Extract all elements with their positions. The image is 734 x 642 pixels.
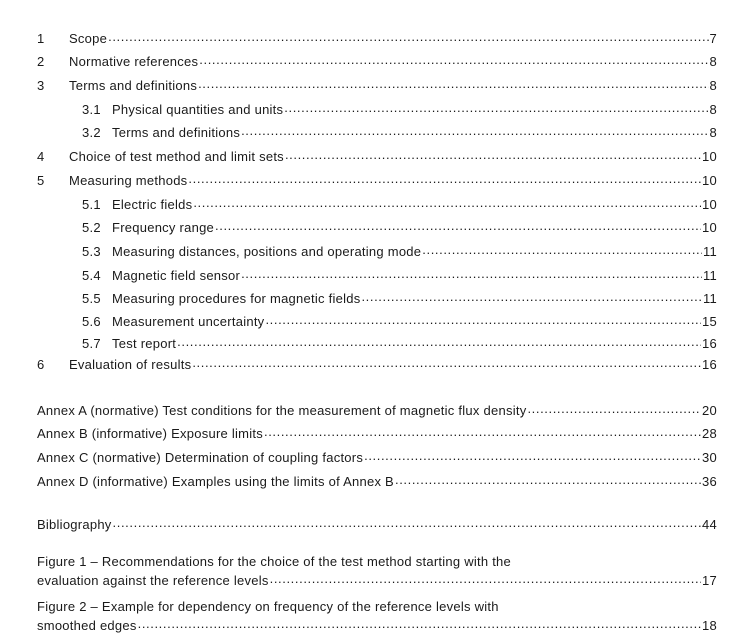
toc-entry-5-7[interactable] xyxy=(82,333,717,351)
toc-title: Frequency range xyxy=(112,220,215,235)
toc-title: Evaluation of results xyxy=(69,357,192,372)
toc-entry-4[interactable] xyxy=(37,146,717,164)
toc-title: Terms and definitions xyxy=(112,125,241,140)
toc-page: 10 xyxy=(702,197,717,212)
dot-leader xyxy=(241,265,702,283)
dot-leader xyxy=(361,288,702,306)
toc-entry-6[interactable] xyxy=(37,354,717,372)
toc-page: 18 xyxy=(702,618,717,633)
toc-number: 5.4 xyxy=(82,268,101,283)
toc-entry-5-3[interactable] xyxy=(82,241,717,259)
dot-leader xyxy=(215,217,701,235)
dot-leader xyxy=(113,514,701,532)
toc-title: evaluation against the reference levels xyxy=(37,573,269,588)
toc-title: Test report xyxy=(112,336,177,351)
toc-page: 11 xyxy=(703,244,717,259)
dot-leader xyxy=(177,333,701,351)
toc-entry-5-2[interactable] xyxy=(82,217,717,235)
toc-page: 11 xyxy=(703,268,717,283)
dot-leader xyxy=(138,615,701,633)
toc-page: 16 xyxy=(702,336,717,351)
toc-entry-5-4[interactable] xyxy=(82,265,717,283)
toc-entry-1[interactable] xyxy=(37,28,717,46)
dot-leader xyxy=(395,471,701,489)
toc-number: 5.5 xyxy=(82,291,101,306)
dot-leader xyxy=(422,241,702,259)
toc-title: smoothed edges xyxy=(37,618,137,633)
toc-entry-2[interactable] xyxy=(37,51,717,69)
dot-leader xyxy=(265,311,701,329)
toc-page: 8 xyxy=(709,102,717,117)
toc-title: Measuring methods xyxy=(69,173,188,188)
toc-entry-5-1[interactable] xyxy=(82,194,717,212)
toc-page: 8 xyxy=(709,125,717,140)
dot-leader xyxy=(284,99,708,117)
toc-title: Bibliography xyxy=(37,517,112,532)
toc-figure-1-line1[interactable]: Figure 1 – Recommendations for the choice of the test method starting with the xyxy=(37,554,512,569)
toc-title: Electric fields xyxy=(112,197,193,212)
dot-leader xyxy=(364,447,701,465)
toc-page: 11 xyxy=(703,291,717,306)
toc-annex-d[interactable] xyxy=(37,471,717,489)
toc-number: 5.2 xyxy=(82,220,101,235)
toc-title: Measuring procedures for magnetic fields xyxy=(112,291,361,306)
toc-title: Annex D (informative) Examples using the limits of Annex B xyxy=(37,474,394,489)
toc-annex-b[interactable] xyxy=(37,423,717,441)
dot-leader xyxy=(198,75,708,93)
toc-title: Annex A (normative) Test conditions for the measurement of magnetic flux density xyxy=(37,403,527,418)
toc-page: 8 xyxy=(709,54,717,69)
toc-page: 7 xyxy=(709,31,717,46)
toc-page: 17 xyxy=(702,573,717,588)
toc-figure-1[interactable] xyxy=(37,570,717,588)
dot-leader xyxy=(285,146,701,164)
toc-entry-3-2[interactable] xyxy=(82,122,717,140)
toc-page: 10 xyxy=(702,220,717,235)
toc-page: 15 xyxy=(702,314,717,329)
toc-entry-5[interactable] xyxy=(37,170,717,188)
toc-title: Choice of test method and limit sets xyxy=(69,149,284,164)
toc-title: Measuring distances, positions and operating mode xyxy=(112,244,422,259)
dot-leader xyxy=(241,122,708,140)
toc-title: Terms and definitions xyxy=(69,78,198,93)
toc-figure-2[interactable] xyxy=(37,615,717,633)
dot-leader xyxy=(193,194,701,212)
toc-title: Physical quantities and units xyxy=(112,102,284,117)
toc-entry-5-5[interactable] xyxy=(82,288,717,306)
toc-bibliography[interactable] xyxy=(37,514,717,532)
toc-number: 2 xyxy=(37,54,45,69)
toc-number: 5.3 xyxy=(82,244,101,259)
toc-number: 5.7 xyxy=(82,336,101,351)
toc-number: 6 xyxy=(37,357,45,372)
toc-entry-3[interactable] xyxy=(37,75,717,93)
dot-leader xyxy=(264,423,701,441)
dot-leader xyxy=(192,354,701,372)
toc-title: Scope xyxy=(69,31,108,46)
toc-number: 5 xyxy=(37,173,45,188)
toc-annex-c[interactable] xyxy=(37,447,717,465)
toc-page: 10 xyxy=(702,173,717,188)
toc-page: 36 xyxy=(702,474,717,489)
toc-title: Normative references xyxy=(69,54,199,69)
toc-page: 8 xyxy=(709,78,717,93)
toc-entry-3-1[interactable] xyxy=(82,99,717,117)
toc-page: 16 xyxy=(702,357,717,372)
toc-page: 44 xyxy=(702,517,717,532)
toc-number: 5.1 xyxy=(82,197,101,212)
dot-leader xyxy=(270,570,701,588)
toc-title: Measurement uncertainty xyxy=(112,314,265,329)
toc-title: Magnetic field sensor xyxy=(112,268,241,283)
toc-annex-a[interactable] xyxy=(37,400,717,418)
toc-number: 4 xyxy=(37,149,45,164)
dot-leader xyxy=(527,400,701,418)
toc-figure-2-line1[interactable]: Figure 2 – Example for dependency on frequency of the reference levels with xyxy=(37,599,499,614)
toc-number: 3.1 xyxy=(82,102,101,117)
dot-leader xyxy=(188,170,701,188)
toc-number: 3.2 xyxy=(82,125,101,140)
toc-page: 28 xyxy=(702,426,717,441)
toc-number: 3 xyxy=(37,78,45,93)
toc-title: Annex C (normative) Determination of coupling factors xyxy=(37,450,364,465)
dot-leader xyxy=(199,51,708,69)
toc-title: Annex B (informative) Exposure limits xyxy=(37,426,263,441)
toc-page: 30 xyxy=(702,450,717,465)
toc-page: 20 xyxy=(702,403,717,418)
toc-number: 1 xyxy=(37,31,45,46)
toc-page: 10 xyxy=(702,149,717,164)
toc-number: 5.6 xyxy=(82,314,101,329)
dot-leader xyxy=(108,28,708,46)
toc-entry-5-6[interactable] xyxy=(82,311,717,329)
